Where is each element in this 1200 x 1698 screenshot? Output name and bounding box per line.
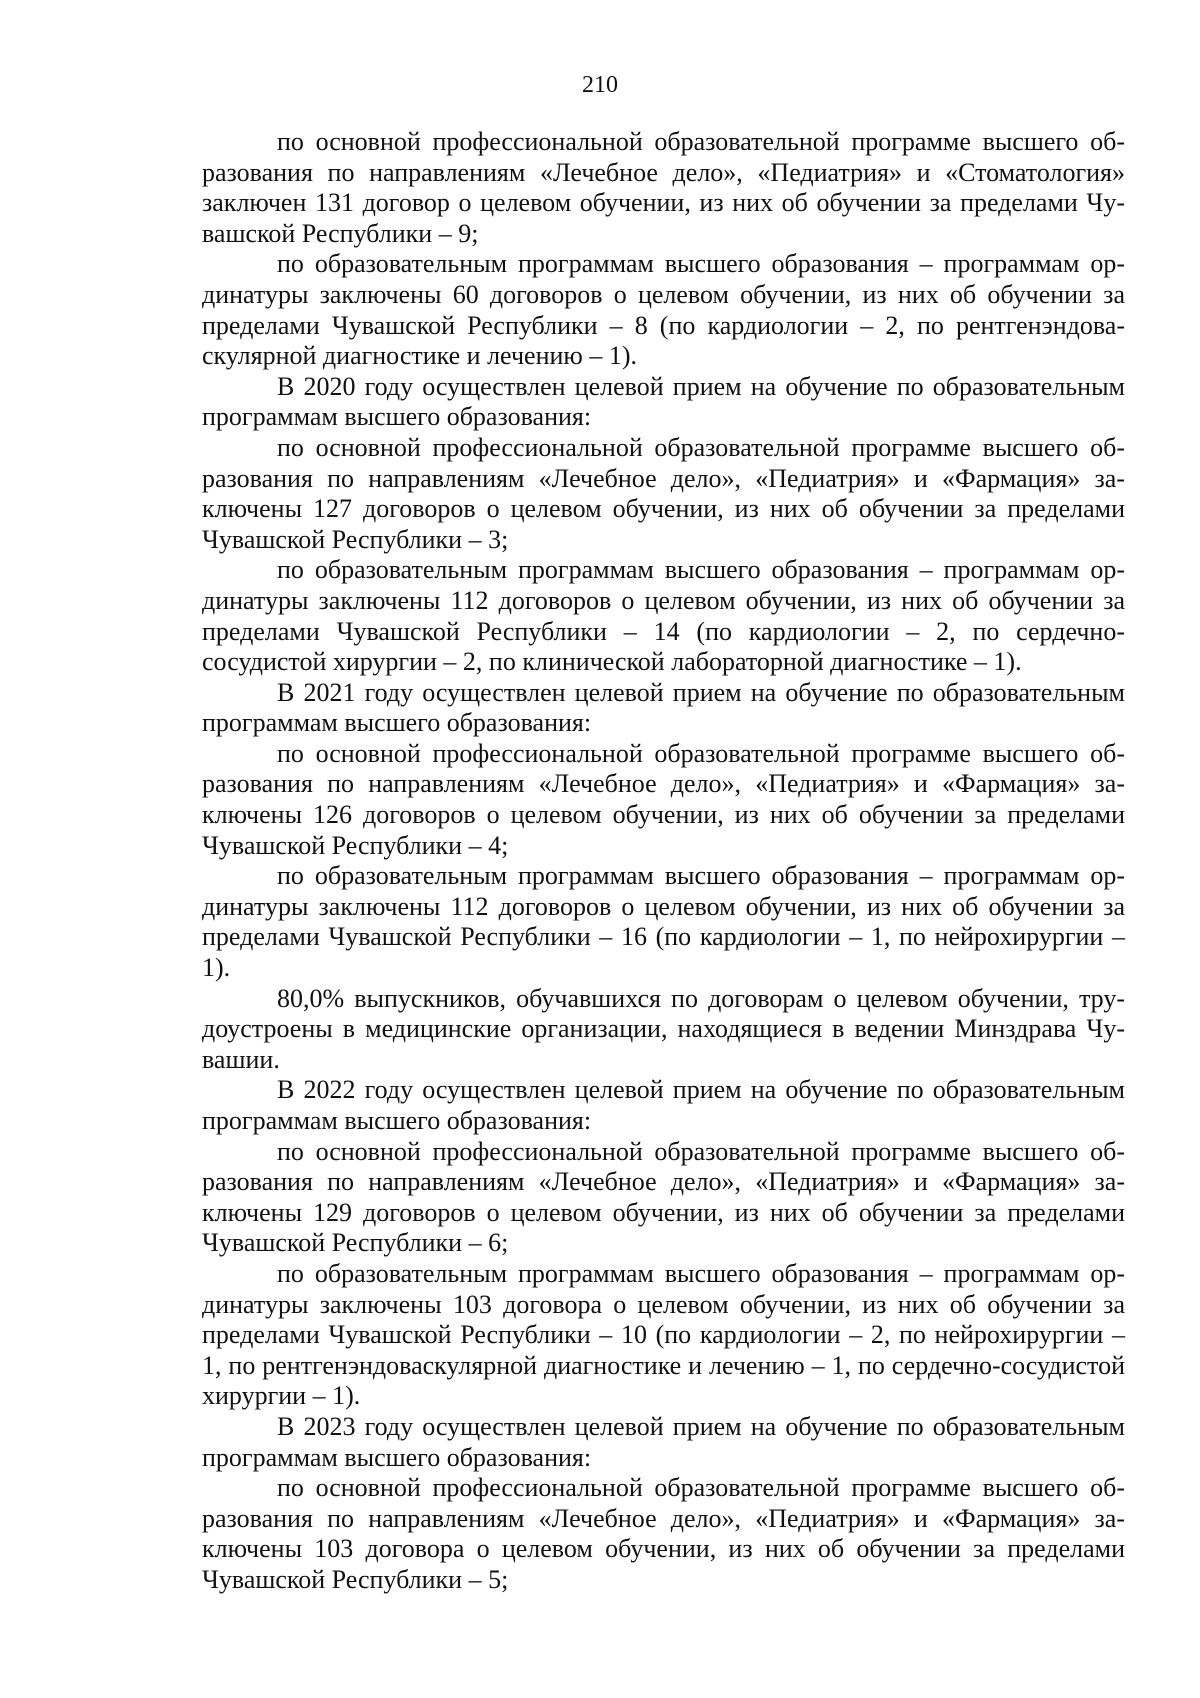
paragraph: В 2021 году осуществлен целевой прием на обучение по образовательным программам высшего образования: (202, 677, 1125, 738)
paragraph: В 2020 году осуществлен целевой прием на обучение по образовательным программам высшего образования: (202, 371, 1125, 432)
paragraph: В 2022 году осуществлен целевой прием на обучение по образовательным программам высшего образования: (202, 1075, 1125, 1135)
paragraph: по основной профессиональной образовательной программе высшего образования по направлениям «Лечебное дело», «Педиатрия» и «Фармация» заключены 129 договоров о целевом обучении, из них об обучении за пределами Чувашской Республики – 6; (202, 1136, 1125, 1258)
paragraph: по образовательным программам высшего образования – программам ординатуры заключены 103 договора о целевом обучении, из них об обучении за пределами Чувашской Республики – 10 (по кардиологии – 2, по нейрохирургии – 1, по рентгенэндоваскулярной диагностике и лечению – 1, по сердечно-сосудистой хирургии – 1). (202, 1258, 1125, 1411)
paragraph: 80,0% выпускников, обучавшихся по договорам о целевом обучении, трудоустроены в медицинские организации, находящиеся в ведении Минздрава Чувашии. (202, 983, 1125, 1074)
paragraph: по образовательным программам высшего образования – программам ординатуры заключены 112 договоров о целевом обучении, из них об обучении за пределами Чувашской Республики – 16 (по кардиологии – 1, по нейрохирургии – 1). (202, 861, 1125, 983)
document-body (202, 127, 1125, 1596)
paragraph: по основной профессиональной образовательной программе высшего образования по направлениям «Лечебное дело», «Педиатрия» и «Фармация» заключены 126 договоров о целевом обучении, из них об обучении за пределами Чувашской Республики – 4; (202, 738, 1125, 860)
paragraph: по основной профессиональной образовательной программе высшего образования по направлениям «Лечебное дело», «Педиатрия» и «Стоматология» заключен 131 договор о целевом обучении, из них об обучении за пределами Чувашской Республики – 9; (202, 127, 1125, 248)
paragraph: по основной профессиональной образовательной программе высшего образования по направлениям «Лечебное дело», «Педиатрия» и «Фармация» заключены 103 договора о целевом обучении, из них об обучении за пределами Чувашской Республики – 5; (202, 1473, 1125, 1594)
paragraph: по образовательным программам высшего образования – программам ординатуры заключены 60 договоров о целевом обучении, из них об обучении за пределами Чувашской Республики – 8 (по кардиологии – 2, по рентгенэндоваскулярной диагностике и лечению – 1). (202, 249, 1125, 371)
paragraph: В 2023 году осуществлен целевой прием на обучение по образовательным программам высшего образования: (202, 1411, 1125, 1472)
paragraph: по основной профессиональной образовательной программе высшего образования по направлениям «Лечебное дело», «Педиатрия» и «Фармация» заключены 127 договоров о целевом обучении, из них об обучении за пределами Чувашской Республики – 3; (202, 432, 1125, 554)
page-number: 210 (582, 72, 618, 98)
paragraph: по образовательным программам высшего образования – программам ординатуры заключены 112 договоров о целевом обучении, из них об обучении за пределами Чувашской Республики – 14 (по кардиологии – 2, по сердечно-сосудистой хирургии – 2, по клинической лабораторной диагностике – 1). (202, 555, 1125, 677)
